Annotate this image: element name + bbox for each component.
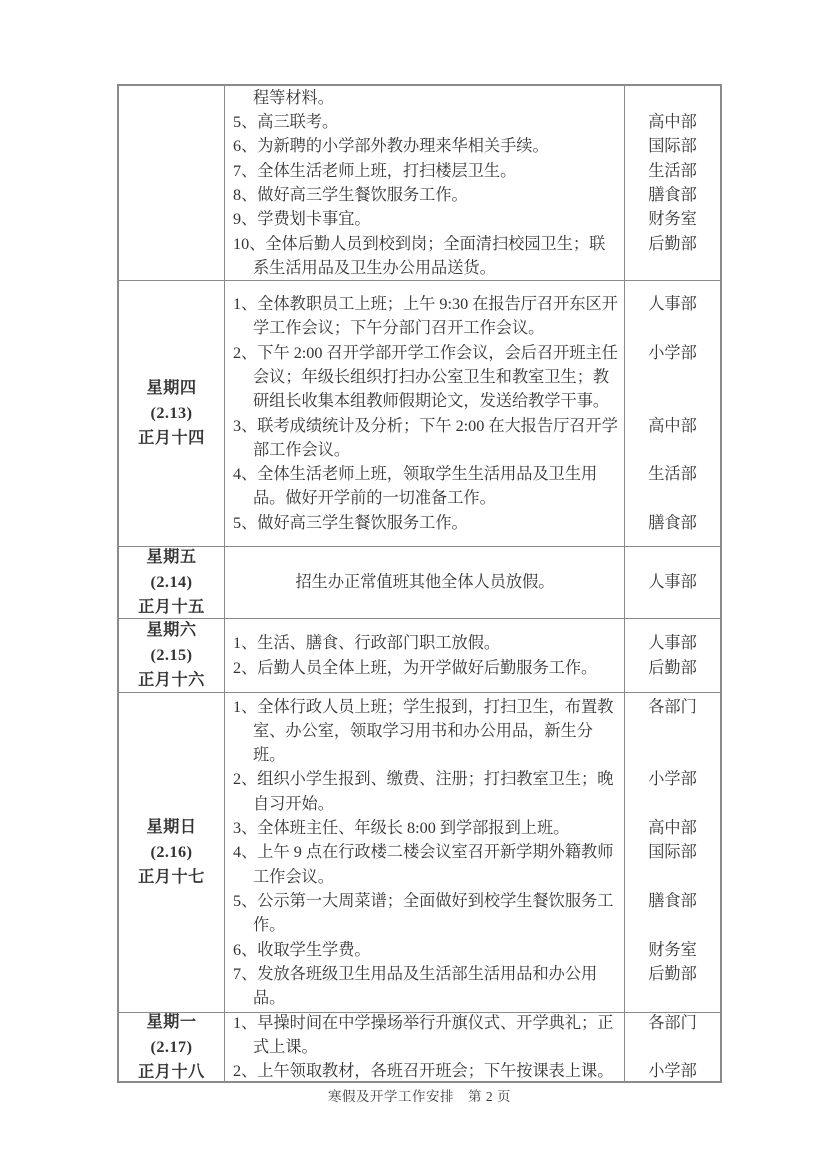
- task-item: [225, 462, 720, 511]
- task-text: 2、后勤人员全体上班，为开学做好后勤服务工作。: [233, 658, 598, 677]
- task-text: 4、全体生活老师上班，领取学生生活用品及卫生用品。做好开学前的一切准备工作。: [233, 465, 598, 508]
- date-cell: [119, 693, 225, 1012]
- task-item: [225, 292, 720, 341]
- task-item: [225, 1013, 720, 1059]
- department-label: 后勤部: [648, 234, 697, 253]
- task-text: 2、下午 2:00 召开学部开学工作会议，会后召开班主任会议；年级长组织打扫办公室卫生和教室卫生；教研组长收集本组教师假期论文，发送给教学干事。: [233, 343, 618, 411]
- department-label: 生活部: [648, 161, 697, 180]
- department-label: 国际部: [648, 137, 697, 156]
- table-row: [119, 619, 720, 693]
- date-line: 星期五: [146, 548, 197, 566]
- department-label: 高中部: [648, 416, 697, 435]
- date-line: 星期四: [146, 379, 197, 397]
- department-label: 人事部: [648, 634, 697, 653]
- department-label: 小学部: [648, 1062, 697, 1081]
- department-label: 膳食部: [648, 186, 697, 204]
- date-cell: [119, 619, 225, 692]
- date-cell: [119, 547, 225, 618]
- task-text: 1、全体教职员工上班；上午 9:30 在报告厅召开东区开学工作会议；下午分部门召开工作会议。: [233, 295, 618, 338]
- date-line: 星期日: [146, 818, 197, 836]
- task-item: [225, 631, 720, 655]
- department-label: 国际部: [648, 843, 697, 862]
- row-body: [225, 693, 720, 1012]
- department-label: 高中部: [648, 819, 697, 838]
- task-item: [225, 159, 720, 183]
- task-text: 2、组织小学生报到、缴费、注册；打扫教室卫生；晚自习开始。: [233, 770, 614, 813]
- date-line: (2.16): [150, 843, 193, 861]
- task-text: 4、上午 9 点在行政楼二楼会议室召开新学期外籍教师工作会议。: [233, 843, 614, 886]
- table-row: [119, 547, 720, 619]
- row-body: [225, 547, 720, 618]
- task-item: [225, 183, 720, 207]
- date-line: (2.13): [150, 404, 193, 422]
- date-line: 正月十八: [138, 1062, 205, 1081]
- department-label: 高中部: [648, 113, 697, 132]
- task-item: [225, 656, 720, 680]
- task-text: 程等材料。: [253, 88, 334, 107]
- department-label: 人事部: [648, 295, 697, 314]
- department-label: 各部门: [648, 1013, 697, 1032]
- date-cell: [119, 281, 225, 546]
- task-item: [225, 110, 720, 134]
- task-item: [225, 570, 720, 594]
- task-text: 6、收取学生学费。: [233, 940, 371, 959]
- task-item: [225, 207, 720, 231]
- page-footer: 寒假及开学工作安排 第 2 页: [328, 1089, 511, 1104]
- row-body: [225, 281, 720, 546]
- task-text: 7、发放各班级卫生用品及生活部生活用品和办公用品。: [233, 964, 598, 1008]
- task-item: [225, 767, 720, 816]
- task-item: [225, 86, 720, 110]
- department-label: 财务室: [648, 210, 697, 229]
- department-label: 小学部: [648, 343, 697, 362]
- task-item: [225, 938, 720, 962]
- table-row: [119, 693, 720, 1013]
- task-item: [225, 962, 720, 1011]
- task-text: 1、全体行政人员上班；学生报到，打扫卫生，布置教室、办公室，领取学习用书和办公用品，新生分班。: [233, 697, 614, 765]
- department-label: 膳食部: [648, 891, 697, 910]
- department-label: 膳食部: [648, 513, 697, 532]
- task-text: 1、生活、膳食、行政部门职工放假。: [233, 634, 501, 653]
- date-line: 正月十七: [138, 868, 205, 886]
- date-cell: [119, 1013, 225, 1081]
- department-label: 人事部: [648, 573, 697, 592]
- task-text: 9、学费划卡事宜。: [233, 210, 371, 229]
- task-text: 5、高三联考。: [233, 113, 339, 132]
- date-line: (2.14): [150, 573, 193, 591]
- task-item: [225, 232, 720, 281]
- task-item: [225, 414, 720, 463]
- date-line: 星期一: [146, 1013, 197, 1031]
- task-text: 5、做好高三学生餐饮服务工作。: [233, 513, 468, 532]
- task-text: 8、做好高三学生餐饮服务工作。: [233, 186, 468, 204]
- task-text: 招生办正常值班其他全体人员放假。: [295, 573, 555, 592]
- table-row: [119, 86, 720, 281]
- date-line: 正月十四: [138, 429, 205, 447]
- department-label: 生活部: [648, 465, 697, 484]
- task-text: 7、全体生活老师上班，打扫楼层卫生。: [233, 161, 517, 180]
- task-text: 1、早操时间在中学操场举行升旗仪式、开学典礼；正式上课。: [233, 1013, 614, 1056]
- department-label: 小学部: [648, 770, 697, 789]
- task-item: [225, 840, 720, 889]
- department-label: 后勤部: [648, 658, 697, 677]
- table-row: [119, 281, 720, 547]
- table-row: [119, 1013, 720, 1081]
- date-line: 星期六: [146, 621, 197, 639]
- department-label: 后勤部: [648, 964, 697, 983]
- task-text: 3、联考成绩统计及分析；下午 2:00 在大报告厅召开学部工作会议。: [233, 416, 618, 459]
- date-line: 正月十五: [138, 598, 205, 616]
- task-item: [225, 511, 720, 535]
- task-item: [225, 1059, 720, 1081]
- task-item: [225, 889, 720, 938]
- task-item: [225, 134, 720, 158]
- row-body: [225, 86, 720, 280]
- row-body: [225, 1013, 720, 1081]
- task-item: [225, 816, 720, 840]
- task-item: [225, 695, 720, 768]
- row-body: [225, 619, 720, 692]
- date-line: 正月十六: [138, 671, 205, 689]
- task-item: [225, 341, 720, 414]
- date-line: (2.17): [150, 1037, 193, 1056]
- task-text: 2、上午领取教材，各班召开班会；下午按课表上课。: [233, 1062, 614, 1081]
- task-text: 6、为新聘的小学部外教办理来华相关手续。: [233, 137, 549, 156]
- task-text: 3、全体班主任、年级长 8:00 到学部报到上班。: [233, 819, 570, 838]
- date-line: (2.15): [150, 646, 193, 664]
- schedule-table: [117, 84, 722, 1083]
- task-text: 5、公示第一大周菜谱；全面做好到校学生餐饮服务工作。: [233, 891, 614, 935]
- task-text: 10、全体后勤人员到校到岗；全面清扫校园卫生；联系生活用品及卫生办公用品送货。: [233, 234, 606, 277]
- department-label: 各部门: [648, 697, 697, 716]
- department-label: 财务室: [648, 940, 697, 959]
- date-cell: [119, 86, 225, 280]
